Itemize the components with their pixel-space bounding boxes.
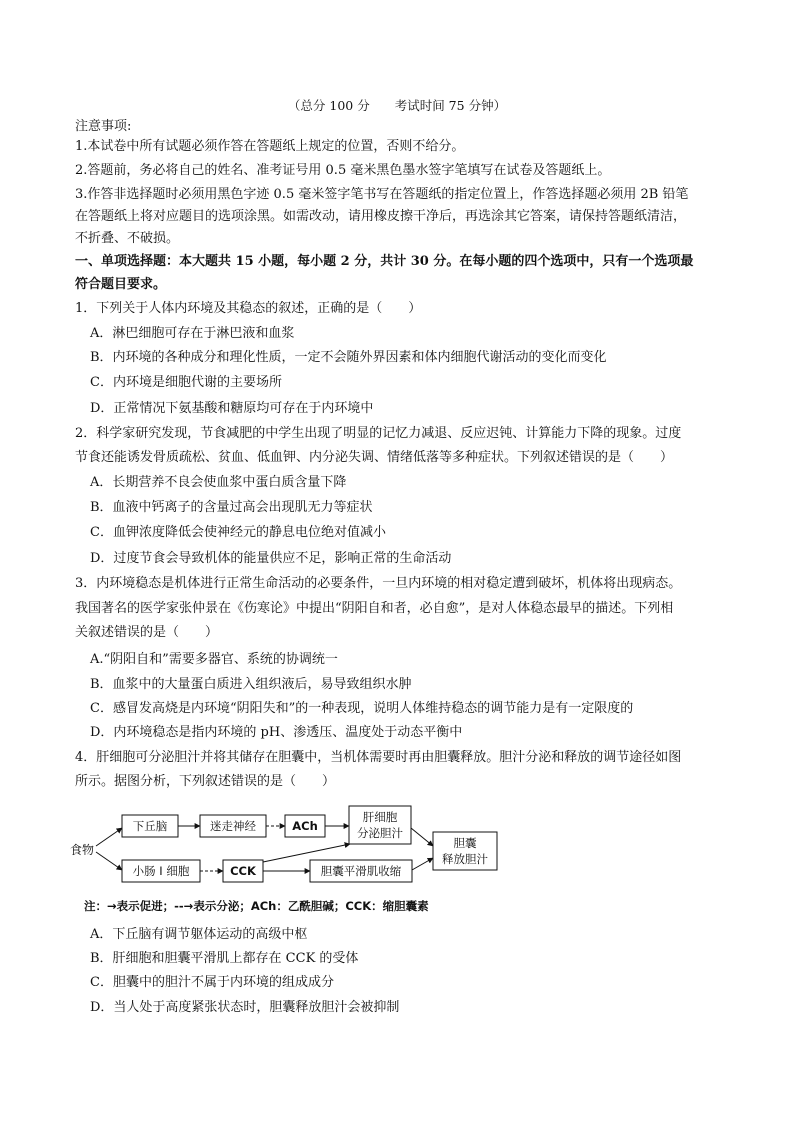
intestine-label: 小肠 I 细胞: [132, 864, 190, 878]
gallbladder-label-2: 释放胆汁: [442, 852, 488, 866]
food-label: 食物: [70, 843, 95, 857]
note-line: 3.作答非选择题时必须用黑色字迹 0.5 毫米签字笔书写在答题纸的指定位置上，作答选择题必须用 2B 铅笔: [75, 187, 689, 202]
question-4-stem: 所示。据图分析，下列叙述错误的是（ ）: [75, 774, 336, 789]
question-2-stem: 节食还能诱发骨质疏松、贫血、低血钾、内分泌失调、情绪低落等多种症状。下列叙述错误的是（ ）: [75, 450, 674, 465]
arrow-food-intestine: [96, 852, 122, 870]
question-2-option-a: A．长期营养不良会使血浆中蛋白质含量下降: [90, 475, 347, 490]
question-3-option-c: C．感冒发高烧是内环境“阴阳失和”的一种表现，说明人体维持稳态的调节能力是有一定限度的: [90, 701, 634, 716]
question-1-option-d: D．正常情况下氨基酸和糖原均可存在于内环境中: [90, 401, 374, 416]
note-line: 不折叠、不破损。: [75, 231, 180, 246]
question-3-option-a: A.“阴阳自和”需要多器官、系统的协调统一: [90, 652, 338, 667]
question-1-option-b: B．内环境的各种成分和理化性质，一定不会随外界因素和体内细胞代谢活动的变化而变化: [90, 350, 607, 365]
ach-label: ACh: [292, 819, 318, 833]
diagram-note: 注：→表示促进；--→表示分泌；ACh：乙酰胆碱；CCK：缩胆囊素: [84, 899, 429, 913]
note-line: 2.答题前，务必将自己的姓名、准考证号用 0.5 毫米黑色墨水签字笔填写在试卷及答题纸上。: [75, 163, 611, 178]
question-4-option-b: B．肝细胞和胆囊平滑肌上都存在 CCK 的受体: [90, 951, 359, 966]
score-time-header: （总分 100 分 考试时间 75 分钟）: [287, 98, 507, 113]
liver-label-2: 分泌胆汁: [357, 826, 403, 840]
question-4-option-a: A．下丘脑有调节躯体运动的高级中枢: [90, 927, 308, 942]
question-3-stem: 关叙述错误的是（ ）: [75, 625, 219, 640]
question-3-stem: 我国著名的医学家张仲景在《伤寒论》中提出“阴阳自和者，必自愈”，是对人体稳态最早的描述。下列相: [75, 601, 674, 616]
question-1-option-a: A．淋巴细胞可存在于淋巴液和血浆: [90, 326, 295, 341]
question-1-stem: 1．下列关于人体内环境及其稳态的叙述，正确的是（ ）: [75, 301, 422, 316]
question-3-stem: 3．内环境稳态是机体进行正常生命活动的必要条件，一旦内环境的相对稳定遭到破坏，机体将出现病态。: [75, 576, 682, 591]
question-2-option-c: C．血钾浓度降低会使神经元的静息电位绝对值减小: [90, 525, 386, 540]
question-1-option-c: C．内环境是细胞代谢的主要场所: [90, 375, 282, 390]
note-line: 在答题纸上将对应题目的选项涂黑。如需改动，请用橡皮擦干净后，再选涂其它答案，请保持答题纸清洁，: [75, 209, 687, 224]
gallbladder-label-1: 胆囊: [453, 836, 477, 850]
arrow-liver-gallbladder: [411, 828, 433, 846]
question-4-stem: 4．肝细胞可分泌胆汁并将其储存在胆囊中，当机体需要时再由胆囊释放。胆汁分泌和释放的调节途径如图: [75, 750, 682, 765]
hypothalamus-label: 下丘脑: [132, 819, 168, 833]
question-4-option-c: C．胆囊中的胆汁不属于内环境的组成成分: [90, 975, 334, 990]
question-3-option-d: D．内环境稳态是指内环境的 pH、渗透压、温度处于动态平衡中: [90, 725, 463, 740]
bile-regulation-diagram: [70, 800, 520, 920]
question-2-stem: 2．科学家研究发现，节食减肥的中学生出现了明显的记忆力减退、反应迟钝、计算能力下降的现象。过度: [75, 426, 682, 441]
vagus-label: 迷走神经: [210, 819, 256, 833]
liver-label-1: 肝细胞: [362, 810, 398, 824]
note-line: 1.本试卷中所有试题必须作答在答题纸上规定的位置，否则不给分。: [75, 139, 465, 154]
question-3-option-b: B．血浆中的大量蛋白质进入组织液后，易导致组织水肿: [90, 677, 412, 692]
question-2-option-b: B．血液中钙离子的含量过高会出现肌无力等症状: [90, 500, 373, 515]
arrow-cck-liver: [263, 844, 350, 862]
section-heading: 符合题目要求。: [75, 277, 167, 292]
section-heading: 一、单项选择题：本大题共 15 小题，每小题 2 分，共计 30 分。在每小题的四个选项中，只有一个选项最: [75, 254, 694, 269]
arrow-food-hypothalamus: [96, 828, 122, 846]
question-4-option-d: D．当人处于高度紧张状态时，胆囊释放胆汁会被抑制: [90, 1000, 400, 1015]
notes-title: 注意事项:: [75, 119, 132, 134]
cck-label: CCK: [230, 864, 256, 878]
smooth-muscle-label: 胆囊平滑肌收缩: [320, 864, 402, 878]
arrow-smooth-muscle-gallbladder: [412, 858, 433, 870]
question-2-option-d: D．过度节食会导致机体的能量供应不足，影响正常的生命活动: [90, 551, 452, 566]
